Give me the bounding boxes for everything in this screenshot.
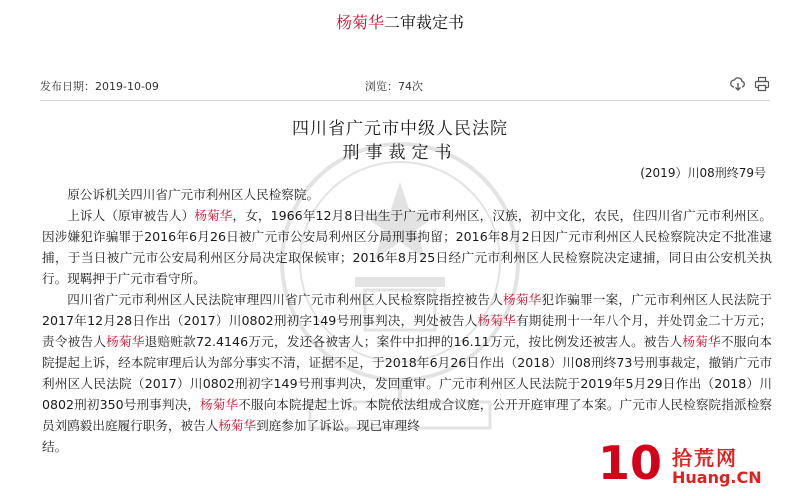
- title-name: 杨菊华: [335, 13, 384, 32]
- highlighted-name: 杨菊华: [200, 397, 239, 412]
- print-icon[interactable]: [754, 76, 770, 92]
- view-count: 浏览：74次: [365, 80, 423, 93]
- highlighted-name: 杨菊华: [194, 208, 233, 223]
- document-body: [42, 184, 772, 457]
- logo-name: 拾荒网: [672, 446, 738, 470]
- page-title: [0, 10, 800, 33]
- highlighted-name: 杨菊华: [477, 313, 516, 328]
- publish-date: 发布日期：2019-10-09: [40, 80, 159, 93]
- highlighted-name: 杨菊华: [218, 418, 257, 433]
- paragraph-prosecutor: 原公诉机关四川省广元市利州区人民检察院。: [67, 187, 320, 202]
- download-icon[interactable]: [730, 76, 746, 92]
- meta-actions: [730, 76, 770, 92]
- court-name: 四川省广元市中级人民法院: [292, 119, 508, 139]
- logo-number: 10: [598, 436, 663, 490]
- highlighted-name: 杨菊华: [503, 292, 542, 307]
- document-type: 刑事裁定书: [342, 143, 458, 163]
- highlighted-name: 杨菊华: [106, 334, 145, 349]
- case-number: (2019）川08刑终79号: [640, 166, 766, 180]
- site-logo: [594, 436, 794, 492]
- title-rest: 二审裁定书: [384, 13, 465, 32]
- paragraph-case-history: 四川省广元市利州区人民法院审理四川省广元市利州区人民检察院指控被告人杨菊华犯诈骗罪一案，广元市利州区人民法院于2017年12月28日作出（2017）川0802刑初字149号刑事判决，判处被告人杨菊华有期徒刑十一年八个月，并处罚金二十万元；责令被告人杨菊华退赔赃款72.4146万元，发还各被害人；案件中扣押的16.11万元，按比例发还被害人。被告人杨菊华不服向本院提起上诉，经本院审理后认为部分事实不清，证据不足，于2018年6月26日作出（2018）川08刑终73号刑事裁定，撤销广元市利州区人民法院（2017）川0802刑初字149号刑事判决，发回重审。广元市利州区人民法院于2019年5月29日作出（2018）川0802刑初350号刑事判决，杨菊华不服向本院提起上诉。本院依法组成合议庭，公开开庭审理了本案。广元市人民检察院指派检察员刘鸥毅出庭履行职务，被告人杨菊华到庭参加了诉讼。现已审理终 结。: [42, 292, 773, 454]
- highlighted-name: 杨菊华: [682, 334, 721, 349]
- meta-row: [40, 78, 770, 94]
- paragraph-appellant: 上诉人（原审被告人）杨菊华，女，1966年12月8日出生于广元市利州区，汉族，初中文化，农民，住四川省广元市利州区。因涉嫌犯诈骗罪于2016年6月26日被广元市公安局利州区分局刑事拘留；2016年8月2日因广元市利州区人民检察院决定不批准逮捕，于当日被广元市公安局利州区分局决定取保候审；2016年8月25日经广元市利州区人民检察院决定逮捕，同日由公安机关执行。现羁押于广元市看守所。: [42, 208, 773, 286]
- logo-url: Huang.CN: [672, 468, 762, 487]
- divider: [40, 100, 770, 101]
